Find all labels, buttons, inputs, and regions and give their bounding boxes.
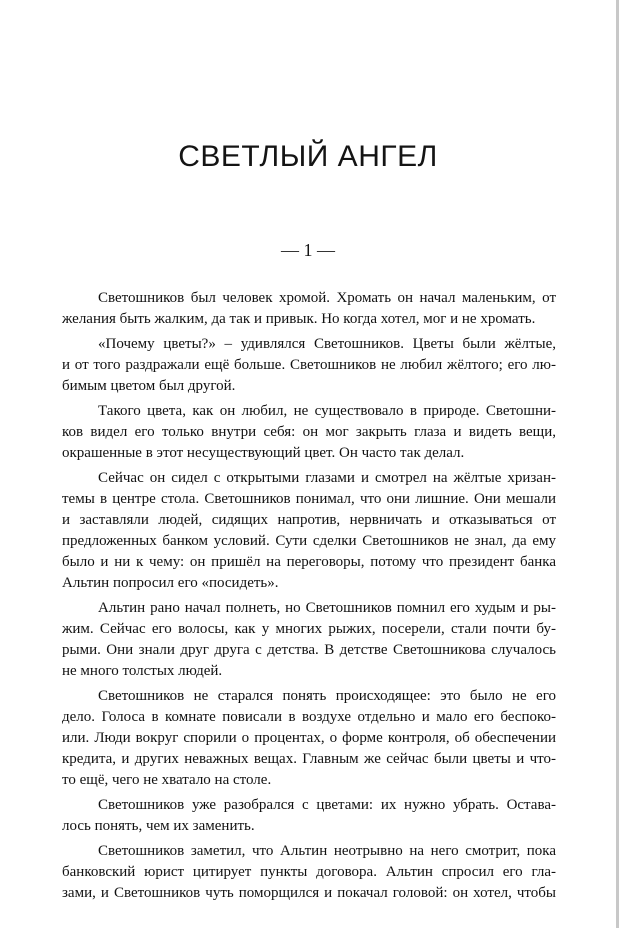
text-line: Светошников был человек хромой. Хромать он начал маленьким, от [98,290,556,306]
text-line: бимым цветом был другой. [62,378,236,394]
text-line: Светошников не старался понять происходящее: это было не его [98,688,556,704]
text-line: кредита, и других неважных вещах. Главным же сейчас были цветы и что- [62,751,556,767]
section-number: — 1 — [281,240,335,260]
text-line: Светошников заметил, что Альтин неотрывно на него смотрит, пока [98,843,556,859]
text-line: предложенных банком условий. Сути сделки Светошников не знал, да ему [62,533,556,549]
text-line: рыми. Они знали друг друга с детства. В детстве Светошникова случалось [62,642,556,658]
paragraph [62,795,556,837]
text-line: банковский юрист цитирует пункты договора. Альтин спросил его гла- [62,864,556,880]
paragraph [62,288,556,330]
text-line: лось понять, чем их заменить. [62,818,255,834]
text-line: или. Люди вокруг спорили о процентах, о форме контроля, об обеспечении [62,730,556,746]
text-line: жим. Сейчас его волосы, как у многих рыжих, посерели, стали почти бу- [62,621,556,637]
chapter-title: СВЕТЛЫЙ АНГЕЛ [178,140,438,173]
text-line: Сейчас он сидел с открытыми глазами и смотрел на жёлтые хризан- [98,470,556,486]
text-line: окрашенные в этот несуществующий цвет. Он часто так делал. [62,445,465,461]
paragraph [62,598,556,682]
text-line: и от того раздражали ещё больше. Светошников не любил жёлтого; его лю- [62,357,556,373]
paragraph [62,841,556,904]
paragraph [62,686,556,791]
text-line: то ещё, чего не хватало на столе. [62,772,272,788]
text-line: Светошников уже разобрался с цветами: их нужно убрать. Остава- [98,797,556,813]
paragraph [62,468,556,594]
paragraph [62,401,556,464]
text-line: было и ни к чему: он пришёл на переговоры, потому что президент банка [62,554,556,570]
text-line: Такого цвета, как он любил, не существовало в природе. Светошни- [98,403,556,419]
text-line: дело. Голоса в комнате повисали в воздухе отдельно и мало его беспоко- [62,709,556,725]
text-line: Альтин попросил его «посидеть». [62,575,279,591]
text-line: зами, и Светошников чуть поморщился и покачал головой: он хотел, чтобы [62,885,556,901]
text-line: «Почему цветы?» – удивлялся Светошников. Цветы были жёлтые, [98,336,556,352]
text-line: темы в центре стола. Светошников понимал, что они лишние. Они мешали [62,491,556,507]
text-line: Альтин рано начал полнеть, но Светошников помнил его худым и ры- [98,600,556,616]
text-line: желания быть жалким, да так и привык. Но когда хотел, мог и не хромать. [62,311,536,327]
text-line: не много толстых людей. [62,663,223,679]
body-text [62,288,556,904]
text-line: и заставляли людей, сидящих напротив, нервничать и отказываться от [62,512,556,528]
paragraph [62,334,556,397]
text-line: ков видел его только внутри себя: он мог закрыть глаза и видеть вещи, [62,424,556,440]
